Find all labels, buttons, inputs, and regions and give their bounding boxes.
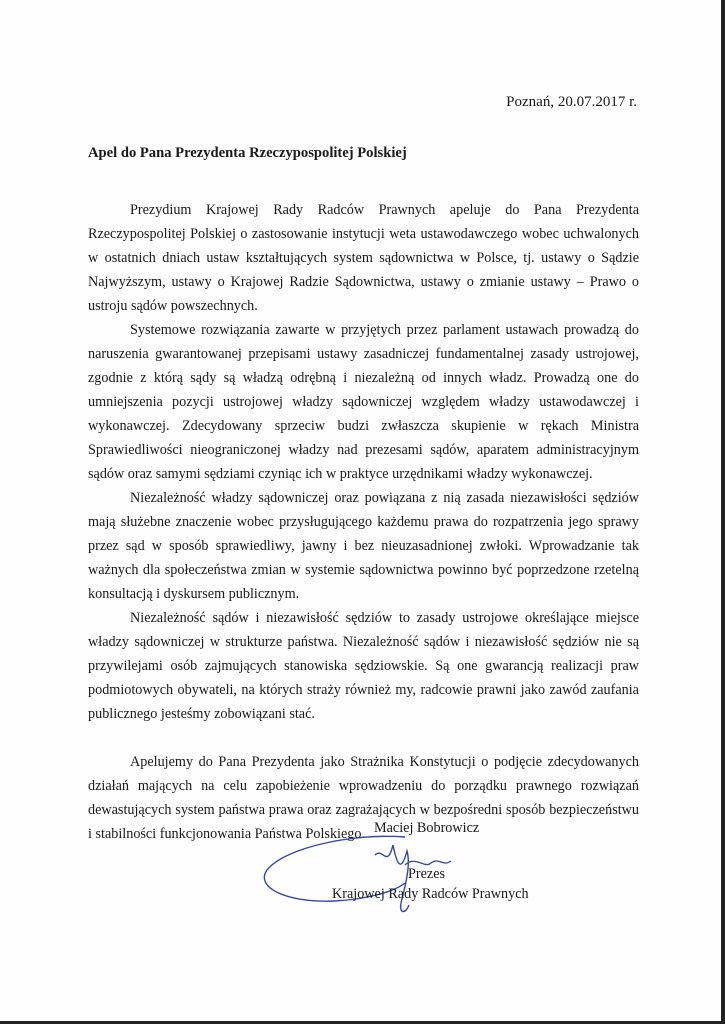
letter-title: Apel do Pana Prezydenta Rzeczypospolitej Polskiej [88,145,407,161]
signatory-organization: Krajowej Rady Radców Prawnych [332,886,529,902]
paragraph-3: Niezależność władzy sądowniczej oraz powiązana z nią zasada niezawisłości sędziów mają służebne znaczenie wobec przysługującego każdemu prawa do rozpatrzenia jego sprawy przez sąd w sposób sprawiedliwy, jawny i bez nieuzasadnionej zwłoki. Wprowadzanie tak ważnych dla społeczeństwa zmian w systemie sądownictwa powinno być poprzedzone rzetelną konsultacją i dyskursem publicznym. [88,490,639,602]
paragraph-5: Apelujemy do Pana Prezydenta jako Strażnika Konstytucji o podjęcie zdecydowanych działań mających na celu zapobieżenie wprowadzeniu do porządku prawnego rozwiązań dewastujących system państwa prawa oraz zagrażających w bezpośredni sposób bezpieczeństwu i stabilności funkcjonowania Państwa Polskiego. [88,754,639,842]
paragraph-4: Niezależność sądów i niezawisłość sędziów to zasady ustrojowe określające miejsce władzy sądowniczej w strukturze państwa. Niezależność sądów i niezawisłość sędziów nie są przywilejami osób zajmujących stanowiska sędziowskie. Są one gwarancją realizacji praw podmiotowych obywateli, na których straży również my, radcowie prawni jako zawód zaufania publicznego jesteśmy zobowiązani stać. [88,610,639,722]
letter-body [88,198,639,846]
letter-date: Poznań, 20.07.2017 r. [506,94,637,110]
scan-edge-right [721,0,725,1024]
paragraph-1: Prezydium Krajowej Rady Radców Prawnych apeluje do Pana Prezydenta Rzeczypospolitej Polskiej o zastosowanie instytucji weta ustawodawczego wobec uchwalonych w ostatnich dniach ustaw kształtujących system sądownictwa w Polsce, tj. ustawy o Sądzie Najwyższym, ustawy o Krajowej Radzie Sądownictwa, ustawy o zmianie ustawy – Prawo o ustroju sądów powszechnych. [88,202,639,314]
signatory-name: Maciej Bobrowicz [374,820,480,836]
paragraph-2: Systemowe rozwiązania zawarte w przyjętych przez parlament ustawach prowadzą do naruszenia gwarantowanej przepisami ustawy zasadniczej fundamentalnej zasady ustrojowej, zgodnie z którą sądy są władzą odrębną i niezależną od innych władz. Prowadzą one do umniejszenia pozycji ustrojowej władzy sądowniczej względem władzy ustawodawczej i wykonawczej. Zdecydowany sprzeciw budzi zwłaszcza skupienie w rękach Ministra Sprawiedliwości nieograniczonej władzy nad prezesami sądów, aparatem administracyjnym sądów oraz samymi sędziami czyniąc ich w praktyce urzędnikami władzy wykonawczej. [88,322,639,482]
signatory-role: Prezes [408,866,446,882]
